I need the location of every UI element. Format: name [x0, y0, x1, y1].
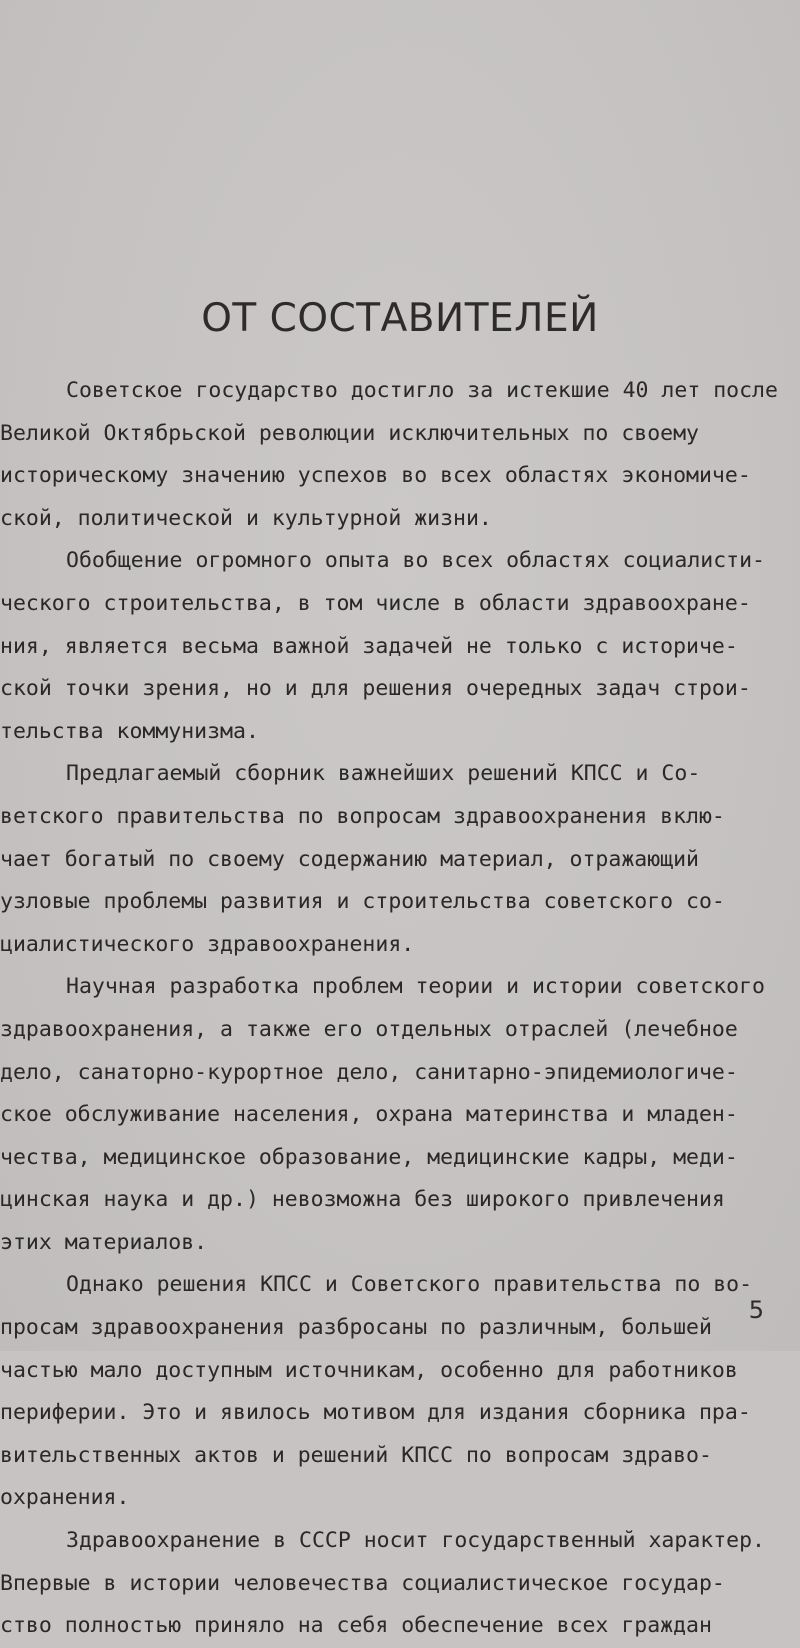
- text-line: тельства коммунизма.: [0, 718, 259, 744]
- text-line: циалистического здравоохранения.: [0, 931, 415, 957]
- text-line: Великой Октябрьской революции исключительных по своему: [0, 420, 699, 446]
- text-line: охранения.: [0, 1485, 130, 1511]
- text-line: ской, политической и культурной жизни.: [0, 505, 492, 531]
- text-line: ческого строительства, в том числе в области здравоохране-: [0, 590, 751, 616]
- text-line: здравоохранения, а также его отдельных отраслей (лечебное: [0, 1016, 738, 1042]
- text-line: ской точки зрения, но и для решения очередных задач строи-: [0, 676, 751, 702]
- text-line: Научная разработка проблем теории и истории советского: [66, 974, 765, 1000]
- page-title: ОТ СОСТАВИТЕЛЕЙ: [201, 296, 599, 341]
- text-line: чает богатый по своему содержанию материал, отражающий: [0, 846, 699, 872]
- text-line: Однако решения КПСС и Советского правительства по во-: [66, 1272, 753, 1298]
- text-line: историческому значению успехов во всех областях экономиче-: [0, 463, 751, 489]
- text-line: этих материалов.: [0, 1229, 208, 1255]
- body-text: [0, 370, 778, 1648]
- text-line: Предлагаемый сборник важнейших решений КПСС и Со-: [66, 761, 701, 787]
- page-number: 5: [748, 1296, 764, 1324]
- text-line: цинская наука и др.) невозможна без широкого привлечения: [0, 1187, 725, 1213]
- text-line: ния, является весьма важной задачей не только с историче-: [0, 633, 738, 659]
- text-line: ство полностью приняло на себя обеспечение всех граждан: [0, 1613, 712, 1639]
- text-line: дело, санаторно-курортное дело, санитарно-эпидемиологиче-: [0, 1059, 738, 1085]
- text-line: чества, медицинское образование, медицинские кадры, меди-: [0, 1144, 738, 1170]
- text-line: Впервые в истории человечества социалистическое государ-: [0, 1570, 725, 1596]
- text-line: ветского правительства по вопросам здравоохранения вклю-: [0, 803, 725, 829]
- text-line: Здравоохранение в СССР носит государственный характер.: [66, 1528, 765, 1554]
- text-line: Советское государство достигло за истекшие 40 лет после: [66, 378, 778, 403]
- text-line: Обобщение огромного опыта во всех областях социалисти-: [66, 548, 765, 574]
- text-line: просам здравоохранения разбросаны по различным, большей: [0, 1315, 712, 1341]
- text-line: частью мало доступным источникам, особенно для работников: [0, 1357, 738, 1383]
- text-line: ское обслуживание населения, охрана материнства и младен-: [0, 1102, 738, 1128]
- text-line: периферии. Это и явилось мотивом для издания сборника пра-: [0, 1400, 751, 1426]
- text-line: узловые проблемы развития и строительства советского со-: [0, 889, 725, 915]
- text-line: вительственных актов и решений КПСС по вопросам здраво-: [0, 1442, 712, 1468]
